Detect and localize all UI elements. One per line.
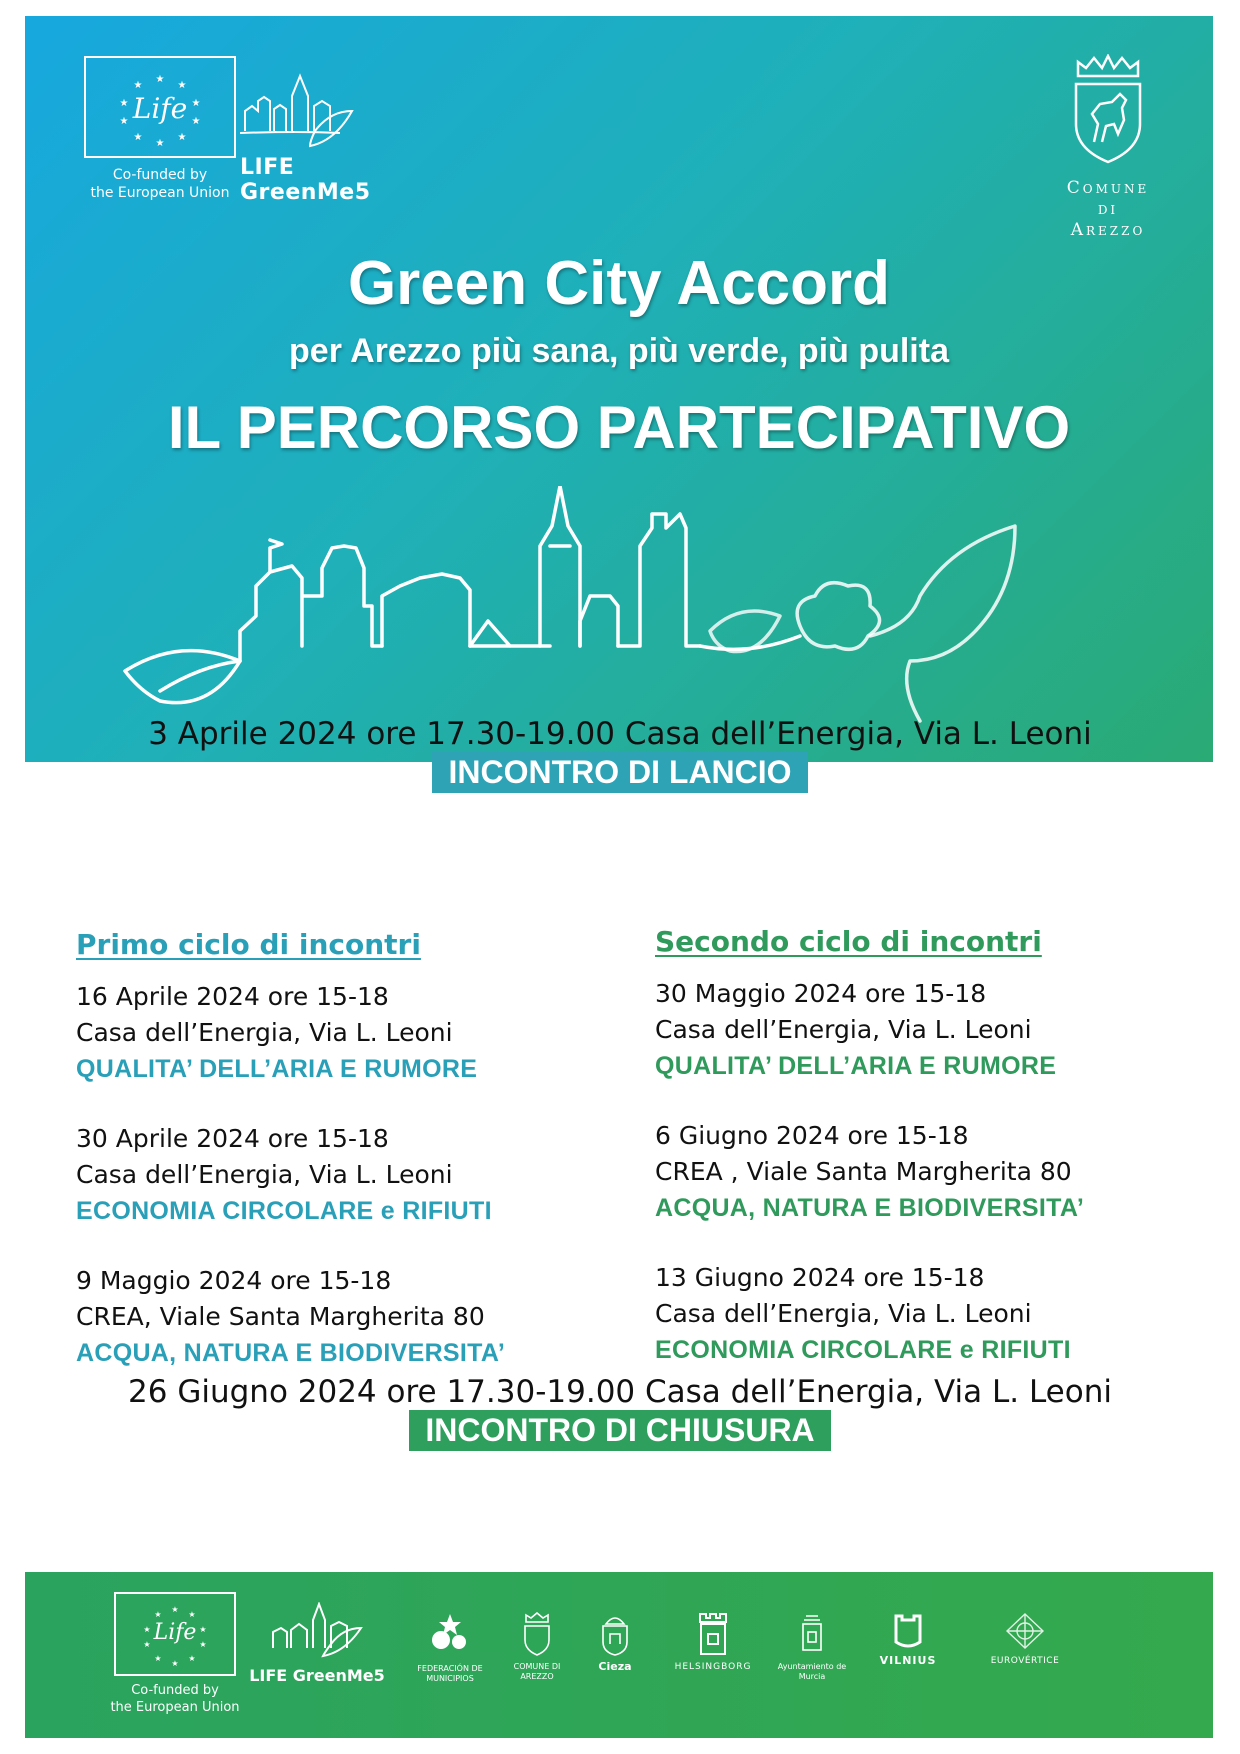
partner-vilnius-logo	[863, 1612, 953, 1666]
hero-subtitle: per Arezzo più sana, più verde, più pulita	[289, 332, 949, 370]
partner-label: FEDERACIÓN DE MUNICIPIOS	[417, 1664, 483, 1683]
comune-arezzo-logo	[1043, 54, 1173, 241]
svg-text:★: ★	[177, 132, 187, 143]
federacion-icon	[425, 1612, 475, 1658]
partner-murcia-logo	[777, 1612, 847, 1682]
list-item	[76, 1121, 596, 1229]
meeting-topic: QUALITA’ DELL’ARIA E RUMORE	[76, 1055, 478, 1083]
meeting-date: 9 Maggio 2024 ore 15-18	[76, 1266, 392, 1295]
comune-line1: Comune	[1066, 178, 1150, 198]
meeting-topic: ACQUA, NATURA E BIODIVERSITA’	[76, 1339, 506, 1367]
closing-event-date: 26 Giugno 2024 ore 17.30-19.00 Casa dell’Energia, Via L. Leoni	[128, 1374, 1112, 1410]
meeting-topic: ECONOMIA CIRCOLARE e RIFIUTI	[655, 1336, 1071, 1364]
meeting-place: Casa dell’Energia, Via L. Leoni	[655, 1015, 1032, 1044]
list-item	[76, 1263, 596, 1371]
svg-text:★: ★	[191, 98, 201, 109]
meeting-place: CREA, Viale Santa Margherita 80	[76, 1302, 485, 1331]
meeting-place: Casa dell’Energia, Via L. Leoni	[76, 1160, 453, 1189]
svg-text:★: ★	[177, 80, 187, 91]
meeting-place: Casa dell’Energia, Via L. Leoni	[76, 1018, 453, 1047]
partner-label: VILNIUS	[879, 1654, 937, 1667]
meeting-date: 30 Aprile 2024 ore 15-18	[76, 1124, 389, 1153]
eu-life-word: Life	[132, 92, 188, 125]
launch-event	[0, 716, 1240, 793]
meeting-topic: ACQUA, NATURA E BIODIVERSITA’	[655, 1194, 1085, 1222]
list-item	[655, 1260, 1175, 1368]
svg-text:★: ★	[119, 116, 129, 127]
footer-eu-logo	[75, 1592, 275, 1716]
svg-text:★: ★	[155, 138, 165, 149]
footer-life-logo	[247, 1602, 387, 1685]
footer-life-label: LIFE GreenMe5	[249, 1666, 385, 1685]
list-item	[655, 1118, 1175, 1226]
svg-text:★: ★	[188, 1610, 196, 1619]
partner-label: EUROVÉRTICE	[990, 1656, 1060, 1666]
partners-footer	[25, 1572, 1213, 1738]
life-greenme5-skyline-icon	[240, 71, 360, 151]
svg-text:★: ★	[188, 1654, 196, 1663]
greenme5-label: GreenMe5	[240, 180, 371, 205]
comune-line3: Arezzo	[1070, 220, 1146, 240]
partner-label: HELSINGBORG	[674, 1662, 752, 1672]
second-cycle-heading: Secondo ciclo di incontri	[655, 925, 1042, 958]
eu-cofunded-logo	[65, 56, 255, 202]
svg-text:★: ★	[155, 74, 165, 85]
svg-text:★: ★	[143, 1625, 151, 1634]
eurovertice-icon	[1005, 1612, 1045, 1650]
svg-text:★: ★	[133, 80, 143, 91]
helsingborg-tower-icon	[696, 1612, 730, 1656]
eu-flag-icon	[114, 1592, 236, 1676]
skyline-illustration	[120, 486, 1130, 746]
svg-text:★: ★	[143, 1640, 151, 1649]
partner-eurovertice-logo	[970, 1612, 1080, 1666]
partner-helsingborg-logo	[663, 1612, 763, 1672]
meeting-date: 16 Aprile 2024 ore 15-18	[76, 982, 389, 1011]
partner-label: Cieza	[598, 1660, 632, 1673]
list-item	[76, 979, 596, 1087]
footer-eu-caption-line1: Co-funded by	[131, 1683, 219, 1698]
partner-label: Ayuntamiento de Murcia	[777, 1662, 847, 1681]
partner-federacion-logo	[415, 1612, 485, 1684]
svg-text:★: ★	[133, 132, 143, 143]
svg-text:★: ★	[199, 1640, 207, 1649]
eu-caption-line1: Co-funded by	[112, 167, 208, 183]
comune-line2: di	[1097, 199, 1119, 219]
meeting-place: Casa dell’Energia, Via L. Leoni	[655, 1299, 1032, 1328]
closing-event-badge: INCONTRO DI CHIUSURA	[409, 1410, 830, 1451]
svg-text:★: ★	[154, 1610, 162, 1619]
partner-arezzo-logo	[502, 1612, 572, 1682]
arezzo-crest-icon	[1068, 54, 1148, 166]
meeting-date: 30 Maggio 2024 ore 15-18	[655, 979, 987, 1008]
svg-text:★: ★	[191, 116, 201, 127]
life-greenme5-skyline-icon	[267, 1602, 367, 1658]
footer-eu-life-word: Life	[153, 1620, 197, 1645]
svg-text:★: ★	[171, 1605, 179, 1614]
meeting-date: 6 Giugno 2024 ore 15-18	[655, 1121, 969, 1150]
eu-flag-icon	[84, 56, 236, 158]
list-item	[655, 976, 1175, 1084]
launch-event-badge: INCONTRO DI LANCIO	[432, 752, 807, 793]
closing-event	[0, 1374, 1240, 1451]
life-label: LIFE	[240, 155, 295, 180]
svg-text:★: ★	[199, 1625, 207, 1634]
svg-text:★: ★	[119, 98, 129, 109]
first-cycle-column	[76, 928, 596, 1405]
hero-banner	[25, 16, 1213, 762]
second-cycle-column	[655, 925, 1175, 1402]
vilnius-tower-icon	[890, 1612, 926, 1650]
eu-caption-line2: the European Union	[90, 185, 230, 201]
partner-label: COMUNE DI AREZZO	[513, 1662, 561, 1681]
meeting-topic: ECONOMIA CIRCOLARE e RIFIUTI	[76, 1197, 492, 1225]
meeting-place: CREA , Viale Santa Margherita 80	[655, 1157, 1072, 1186]
first-cycle-heading: Primo ciclo di incontri	[76, 928, 421, 961]
hero-title: Green City Accord	[347, 249, 891, 318]
cieza-crest-icon	[600, 1612, 630, 1656]
life-greenme5-logo	[240, 71, 370, 205]
partner-cieza-logo	[580, 1612, 650, 1672]
meeting-topic: QUALITA’ DELL’ARIA E RUMORE	[655, 1052, 1057, 1080]
hero-headline: IL PERCORSO PARTECIPATIVO	[167, 394, 1071, 461]
arezzo-crest-icon	[522, 1612, 552, 1656]
murcia-crest-icon	[798, 1612, 826, 1656]
svg-text:★: ★	[171, 1659, 179, 1668]
meeting-date: 13 Giugno 2024 ore 15-18	[655, 1263, 985, 1292]
svg-text:★: ★	[154, 1654, 162, 1663]
launch-event-date: 3 Aprile 2024 ore 17.30-19.00 Casa dell’Energia, Via L. Leoni	[148, 716, 1092, 752]
footer-eu-caption-line2: the European Union	[110, 1700, 240, 1715]
